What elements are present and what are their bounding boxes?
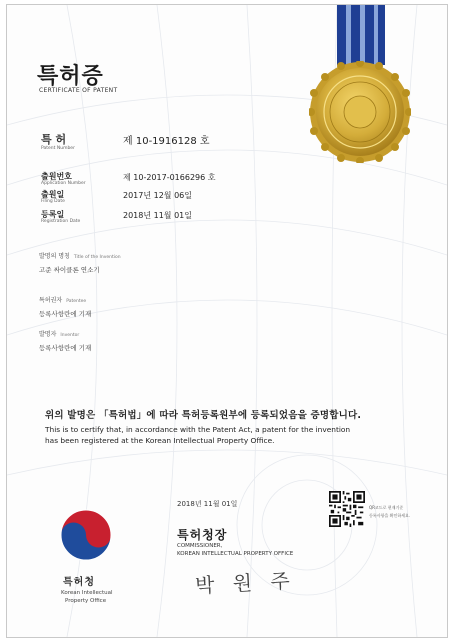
registration-date-label-en: Registration Date [41,219,81,224]
certification-statement-en-1: This is to certify that, in accordance with the Patent Act, a patent for the invention [45,425,351,434]
office-name-ko: 특허청 [63,577,95,588]
patent-number-label-en: Patent Number [41,146,75,151]
commissioner-title-ko: 특허청장 [177,528,228,542]
ribbon-icon [337,5,385,65]
office-name-en-1: Korean Intellectual [61,590,113,596]
filing-date-label-en: Filing Date [41,199,65,204]
qr-code-icon [329,491,365,527]
commissioner-title-en-1: COMMISSIONER, [177,543,223,549]
invention-title-value: 고준 싸이클론 연소기 [39,266,100,274]
certificate-paper [6,4,448,638]
certificate-title: 특허증 [37,64,104,89]
patent-number-value: 제 10-1916128 호 [123,136,210,147]
filing-date-label: 출원일 [41,190,65,199]
registration-date-value: 2018년 11월 01일 [123,211,192,220]
application-number-label-en: Application Number [41,181,86,186]
application-number-value: 제 10-2017-0166296 호 [123,173,216,182]
certification-statement-en-2: has been registered at the Korean Intellectual Property Office. [45,436,275,445]
invention-title-label: 발명의 명칭 Title of the Invention [39,253,121,260]
registration-date-label: 등록일 [41,210,65,219]
kipo-logo-icon [59,508,113,562]
patentee-value: 등록사항란에 기재 [39,310,92,318]
inventor-value: 등록사항란에 기재 [39,344,92,352]
patentee-label: 특허권자 Patentee [39,297,87,304]
qr-note-line2: 등록사항을 확인하세요. [369,513,411,518]
application-number-label: 출원번호 [41,172,72,181]
patent-number-label: 특 허 [41,133,67,146]
filing-date-value: 2017년 12월 06일 [123,191,192,200]
certificate-subtitle: CERTIFICATE OF PATENT [39,87,118,94]
office-name-en-2: Property Office [65,598,107,604]
commissioner-signature: 박 원 주 [194,568,297,598]
qr-note-line1: QR코드로 현재기준 [369,505,404,510]
certification-statement-ko: 위의 발명은 「특허법」에 따라 특허등록원부에 등록되었음을 증명합니다. [45,410,362,421]
issue-date: 2018년 11월 01일 [177,500,238,508]
commissioner-title-en-2: KOREAN INTELLECTUAL PROPERTY OFFICE [177,551,294,557]
gold-seal-icon [309,61,411,163]
inventor-label: 발명자 Inventor [39,331,80,338]
